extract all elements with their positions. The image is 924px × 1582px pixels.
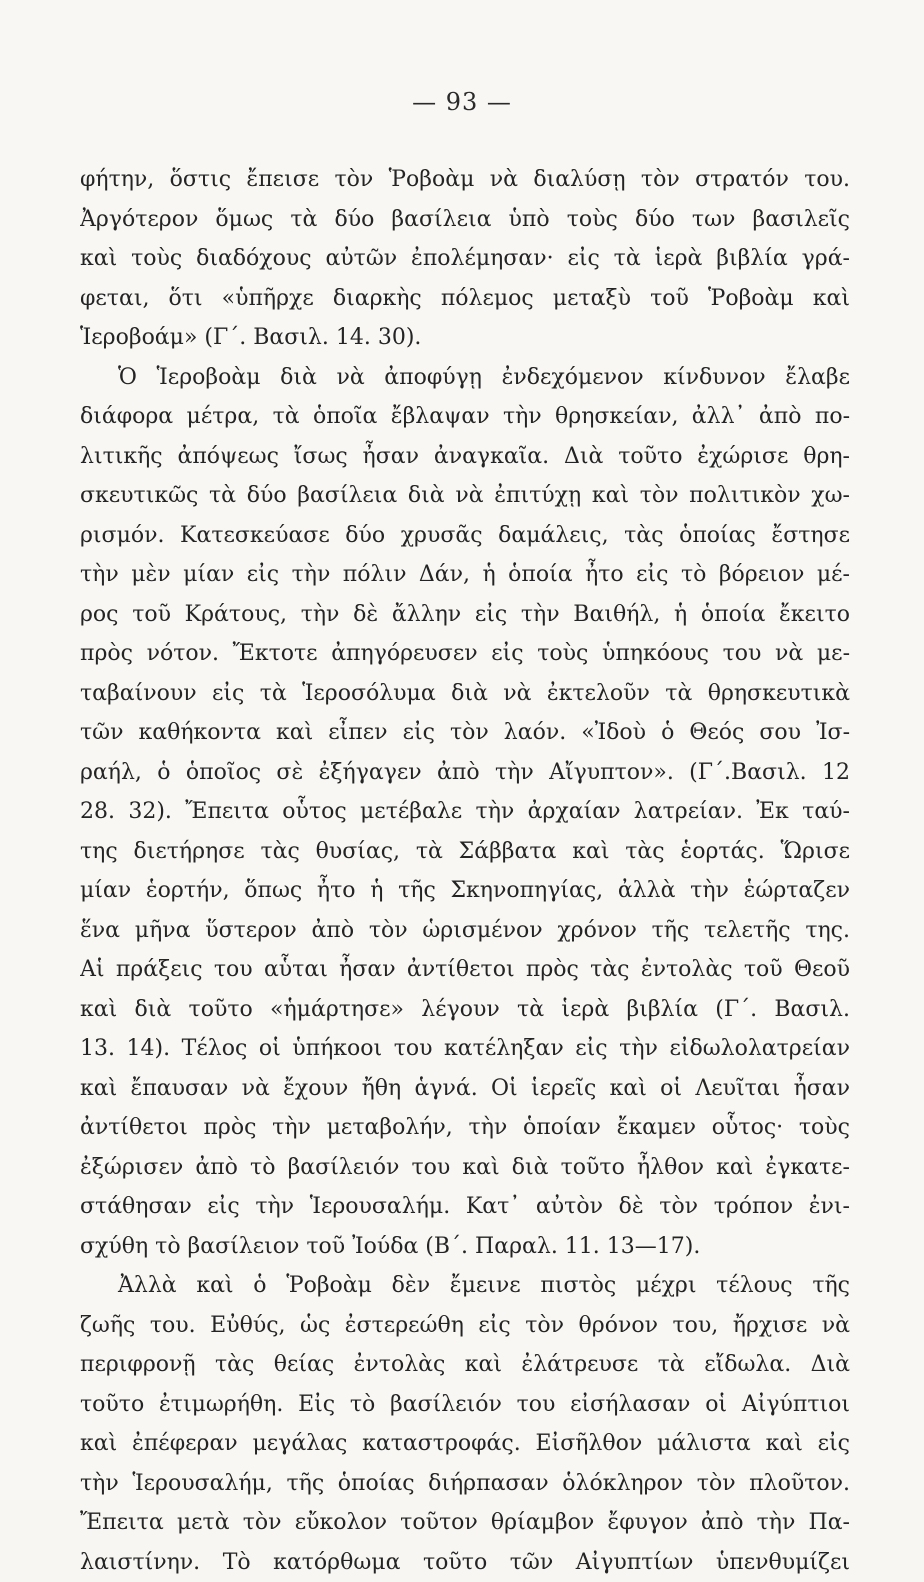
text-line: καὶ ἔπαυσαν νὰ ἔχουν ἤθη ἁγνά. Οἱ ἱερεῖς καὶ οἱ Λευῖται ἦσαν [80, 1069, 850, 1109]
text-line: φεται, ὅτι «ὑπῆρχε διαρκὴς πόλεμος μεταξὺ τοῦ Ῥοβοὰμ καὶ [80, 279, 850, 319]
text-line: καὶ διὰ τοῦτο «ἡμάρτησε» λέγουν τὰ ἱερὰ βιβλία (Γ΄. Βασιλ. [80, 990, 850, 1030]
text-line: 13. 14). Τέλος οἱ ὑπήκοοι του κατέληξαν εἰς τὴν εἰδωλολατρείαν [80, 1029, 850, 1069]
text-line: τὴν μὲν μίαν εἰς τὴν πόλιν Δάν, ἡ ὁποία ἦτο εἰς τὸ βόρειον μέ- [80, 555, 850, 595]
text-line: ρισμόν. Κατεσκεύασε δύο χρυσᾶς δαμάλεις, τὰς ὁποίας ἔστησε [80, 516, 850, 556]
text-line: Αἱ πράξεις του αὗται ἦσαν ἀντίθετοι πρὸς τὰς ἐντολὰς τοῦ Θεοῦ [80, 950, 850, 990]
text-line: ρος τοῦ Κράτους, τὴν δὲ ἄλλην εἰς τὴν Βαιθήλ, ἡ ὁποία ἔκειτο [80, 595, 850, 635]
text-line: καὶ τοὺς διαδόχους αὐτῶν ἐπολέμησαν· εἰς τὰ ἱερὰ βιβλία γρά- [80, 239, 850, 279]
text-line: ἐξώρισεν ἀπὸ τὸ βασίλειόν του καὶ διὰ τοῦτο ἦλθον καὶ ἐγκατε- [80, 1148, 850, 1188]
text-line: περιφρονῇ τὰς θείας ἐντολὰς καὶ ἐλάτρευσε τὰ εἴδωλα. Διὰ [80, 1345, 850, 1385]
page-number: — 93 — [0, 88, 924, 116]
text-line: σκευτικῶς τὰ δύο βασίλεια διὰ νὰ ἐπιτύχῃ καὶ τὸν πολιτικὸν χω- [80, 476, 850, 516]
text-line: λιτικῆς ἀπόψεως ἴσως ἦσαν ἀναγκαῖα. Διὰ τοῦτο ἐχώρισε θρη- [80, 437, 850, 477]
text-line: ταβαίνουν εἰς τὰ Ἱεροσόλυμα διὰ νὰ ἐκτελοῦν τὰ θρησκευτικὰ [80, 674, 850, 714]
text-line: τοῦτο ἐτιμωρήθη. Εἰς τὸ βασίλειόν του εἰσήλασαν οἱ Αἰγύπτιοι [80, 1385, 850, 1425]
text-line: Ὁ Ἱεροβοὰμ διὰ νὰ ἀποφύγῃ ἐνδεχόμενον κίνδυνον ἔλαβε [80, 358, 850, 398]
text-line: πρὸς νότον. Ἔκτοτε ἀπηγόρευσεν εἰς τοὺς ὑπηκόους του νὰ με- [80, 634, 850, 674]
text-line: Ἱεροβοάμ» (Γ΄. Βασιλ. 14. 30). [80, 318, 850, 358]
text-line: λαιστίνην. Τὸ κατόρθωμα τοῦτο τῶν Αἰγυπτίων ὑπενθυμίζει [80, 1543, 850, 1582]
text-line: ἀντίθετοι πρὸς τὴν μεταβολήν, τὴν ὁποίαν ἔκαμεν οὗτος· τοὺς [80, 1108, 850, 1148]
body-text [80, 160, 850, 1582]
text-line: Ἔπειτα μετὰ τὸν εὔκολον τοῦτον θρίαμβον ἔφυγον ἀπὸ τὴν Πα- [80, 1503, 850, 1543]
text-line: Ἀργότερον ὅμως τὰ δύο βασίλεια ὑπὸ τοὺς δύο των βασιλεῖς [80, 200, 850, 240]
text-line: διάφορα μέτρα, τὰ ὁποῖα ἔβλαψαν τὴν θρησκείαν, ἀλλ᾽ ἀπὸ πο- [80, 397, 850, 437]
text-line: τὴν Ἱερουσαλήμ, τῆς ὁποίας διήρπασαν ὁλόκληρον τὸν πλοῦτον. [80, 1464, 850, 1504]
text-line: σχύθη τὸ βασίλειον τοῦ Ἰούδα (Β΄. Παραλ. 11. 13—17). [80, 1227, 850, 1267]
text-line: στάθησαν εἰς τὴν Ἱερουσαλήμ. Κατ᾽ αὐτὸν δὲ τὸν τρόπον ἐνι- [80, 1187, 850, 1227]
text-line: Ἀλλὰ καὶ ὁ Ῥοβοὰμ δὲν ἔμεινε πιστὸς μέχρι τέλους τῆς [80, 1266, 850, 1306]
text-line: της διετήρησε τὰς θυσίας, τὰ Σάββατα καὶ τὰς ἑορτάς. Ὥρισε [80, 832, 850, 872]
text-line: ἕνα μῆνα ὕστερον ἀπὸ τὸν ὡρισμένον χρόνον τῆς τελετῆς της. [80, 911, 850, 951]
text-line: μίαν ἑορτήν, ὅπως ἦτο ἡ τῆς Σκηνοπηγίας, ἀλλὰ τὴν ἑώρταζεν [80, 871, 850, 911]
text-line: ραήλ, ὁ ὁποῖος σὲ ἐξήγαγεν ἀπὸ τὴν Αἴγυπτον». (Γ΄.Βασιλ. 12 [80, 753, 850, 793]
text-line: φήτην, ὅστις ἔπεισε τὸν Ῥοβοὰμ νὰ διαλύσῃ τὸν στρατόν του. [80, 160, 850, 200]
text-line: ζωῆς του. Εὐθύς, ὡς ἐστερεώθη εἰς τὸν θρόνον του, ἤρχισε νὰ [80, 1306, 850, 1346]
text-line: τῶν καθήκοντα καὶ εἶπεν εἰς τὸν λαόν. «Ἰδοὺ ὁ Θεός σου Ἰσ- [80, 713, 850, 753]
text-line: καὶ ἐπέφεραν μεγάλας καταστροφάς. Εἰσῆλθον μάλιστα καὶ εἰς [80, 1424, 850, 1464]
text-line: 28. 32). Ἔπειτα οὗτος μετέβαλε τὴν ἀρχαίαν λατρείαν. Ἐκ ταύ- [80, 792, 850, 832]
